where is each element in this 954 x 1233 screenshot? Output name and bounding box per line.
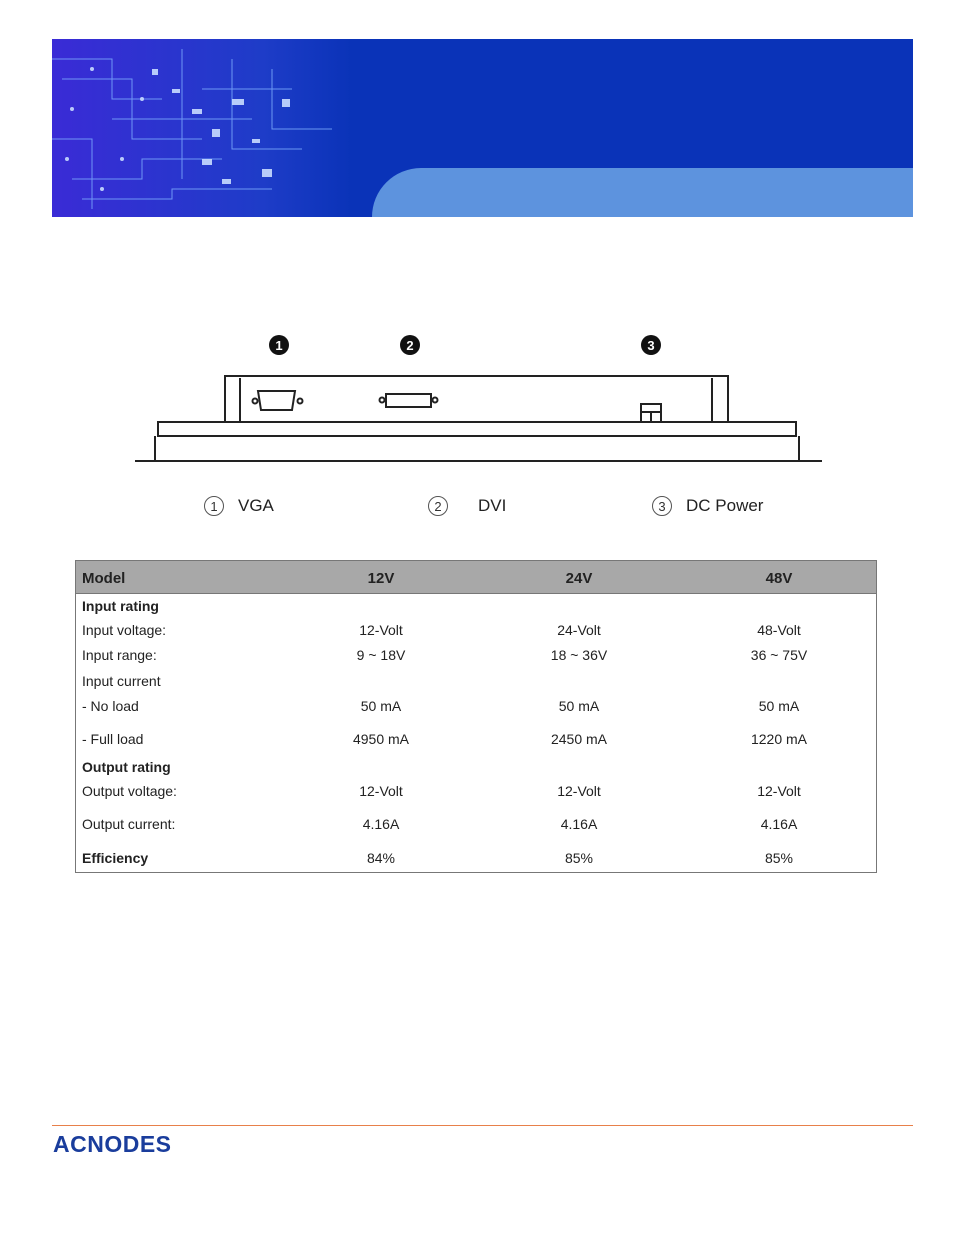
svg-text:2: 2 xyxy=(406,338,414,353)
marker-2 xyxy=(400,335,420,355)
circuit-board-image xyxy=(52,39,352,217)
marker-3 xyxy=(641,335,661,355)
svg-text:ACNODES: ACNODES xyxy=(53,1131,172,1157)
row-label: Output voltage: xyxy=(82,783,177,799)
row-label: Output current: xyxy=(82,816,176,832)
callout-label: DVI xyxy=(478,496,507,515)
marker-1 xyxy=(269,335,289,355)
callout-label: DC Power xyxy=(686,496,764,515)
row-label: Efficiency xyxy=(82,850,149,866)
row-label: - Full load xyxy=(82,731,144,747)
row-label: Output rating xyxy=(82,759,171,775)
callout-label: VGA xyxy=(238,496,274,515)
row-label: Input rating xyxy=(82,598,159,614)
row-label: - No load xyxy=(82,698,139,714)
callout-number: 1 xyxy=(204,496,224,516)
power-spec-table: Model 12V 24V 48V Input rating Input voltage: 12-Volt 24-Volt 48-Volt Input range: 9 ~ 18V 18 ~ 36V 36 ~ 75V Input current - No load 50 mA 50 mA 50 mA - Full load 4950 mA 2450 mA 1220 mA Output rating Output voltage: 12-Volt 12-Volt 12-Volt Output current: 4.16A 4.16A 4.16A Efficiency 84% 85% 85% xyxy=(75,560,877,873)
legend-dc-power xyxy=(652,492,763,520)
row-label: Input current xyxy=(82,673,161,689)
svg-text:1: 1 xyxy=(275,338,283,353)
row-label: Input range: xyxy=(82,647,157,663)
footer-divider xyxy=(52,1125,913,1126)
svg-text:3: 3 xyxy=(647,338,655,353)
table-header: Model 12V 24V 48V xyxy=(76,561,876,594)
legend-vga xyxy=(204,492,274,520)
legend-dvi xyxy=(428,492,506,520)
rear-panel-diagram xyxy=(130,330,830,470)
banner-light-band xyxy=(372,168,913,217)
acnodes-logo xyxy=(53,1131,213,1157)
header-banner xyxy=(52,39,913,217)
callout-number: 2 xyxy=(428,496,448,516)
header-model: Model xyxy=(82,570,126,587)
row-label: Input voltage: xyxy=(82,622,167,638)
callout-number: 3 xyxy=(652,496,672,516)
